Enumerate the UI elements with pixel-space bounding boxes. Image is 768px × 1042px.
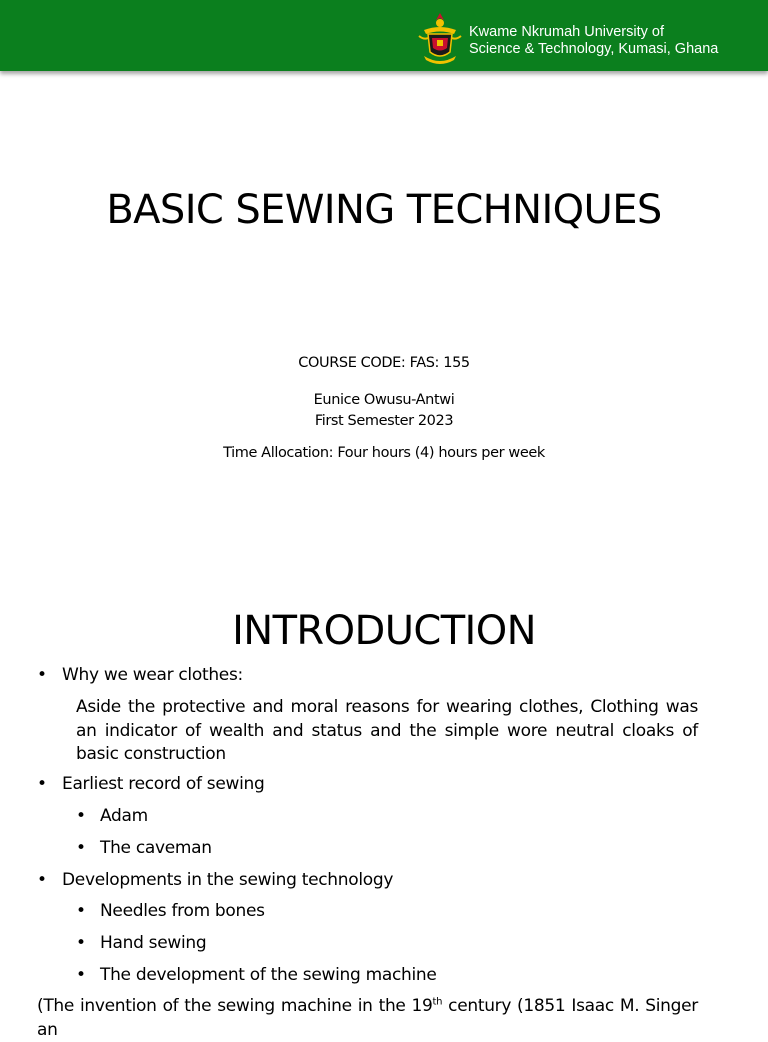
sub-bullet-marker: • (76, 901, 87, 921)
sub-bullet-item: The development of the sewing machine (100, 965, 437, 985)
invention-text-end: century (1851 Isaac M. Singer an (37, 996, 698, 1040)
time-allocation: Time Allocation: Four hours (4) hours per week (223, 445, 545, 461)
introduction-title: INTRODUCTION (232, 608, 536, 654)
university-crest-icon (416, 10, 464, 68)
ordinal-suffix: th (432, 996, 443, 1008)
lecturer-name: Eunice Owusu-Antwi (313, 392, 455, 408)
bullet-marker: • (37, 774, 48, 794)
university-name-line2: Science & Technology, Kumasi, Ghana (469, 41, 719, 57)
course-code: COURSE CODE: FAS: 155 (298, 355, 470, 371)
bullet-marker: • (37, 870, 48, 890)
sub-bullet-marker: • (76, 965, 87, 985)
sub-bullet-marker: • (76, 838, 87, 858)
bullet-developments: Developments in the sewing technology (62, 870, 394, 890)
invention-text-start: (The invention of the sewing machine in the 19 (37, 996, 433, 1016)
semester: First Semester 2023 (314, 413, 454, 429)
sub-bullet-item: Hand sewing (100, 933, 207, 953)
sub-bullet-item: The caveman (100, 838, 212, 858)
bullet-earliest-record: Earliest record of sewing (62, 774, 265, 794)
sub-bullet-item: Adam (100, 806, 148, 826)
slide-divider (0, 548, 768, 549)
bullet-why-wear: Why we wear clothes: (62, 665, 243, 685)
sub-bullet-marker: • (76, 806, 87, 826)
invention-paragraph (37, 995, 698, 1042)
university-name (469, 24, 759, 58)
bullet-marker: • (37, 665, 48, 685)
why-wear-paragraph: Aside the protective and moral reasons for wearing clothes, Clothing was an indicator of wealth and status and the simple wore neutral cloaks of basic construction (76, 697, 698, 764)
university-name-line1: Kwame Nkrumah University of (469, 24, 664, 40)
slide-title: BASIC SEWING TECHNIQUES (106, 187, 662, 233)
sub-bullet-item: Needles from bones (100, 901, 265, 921)
sub-bullet-marker: • (76, 933, 87, 953)
university-banner (0, 0, 768, 71)
